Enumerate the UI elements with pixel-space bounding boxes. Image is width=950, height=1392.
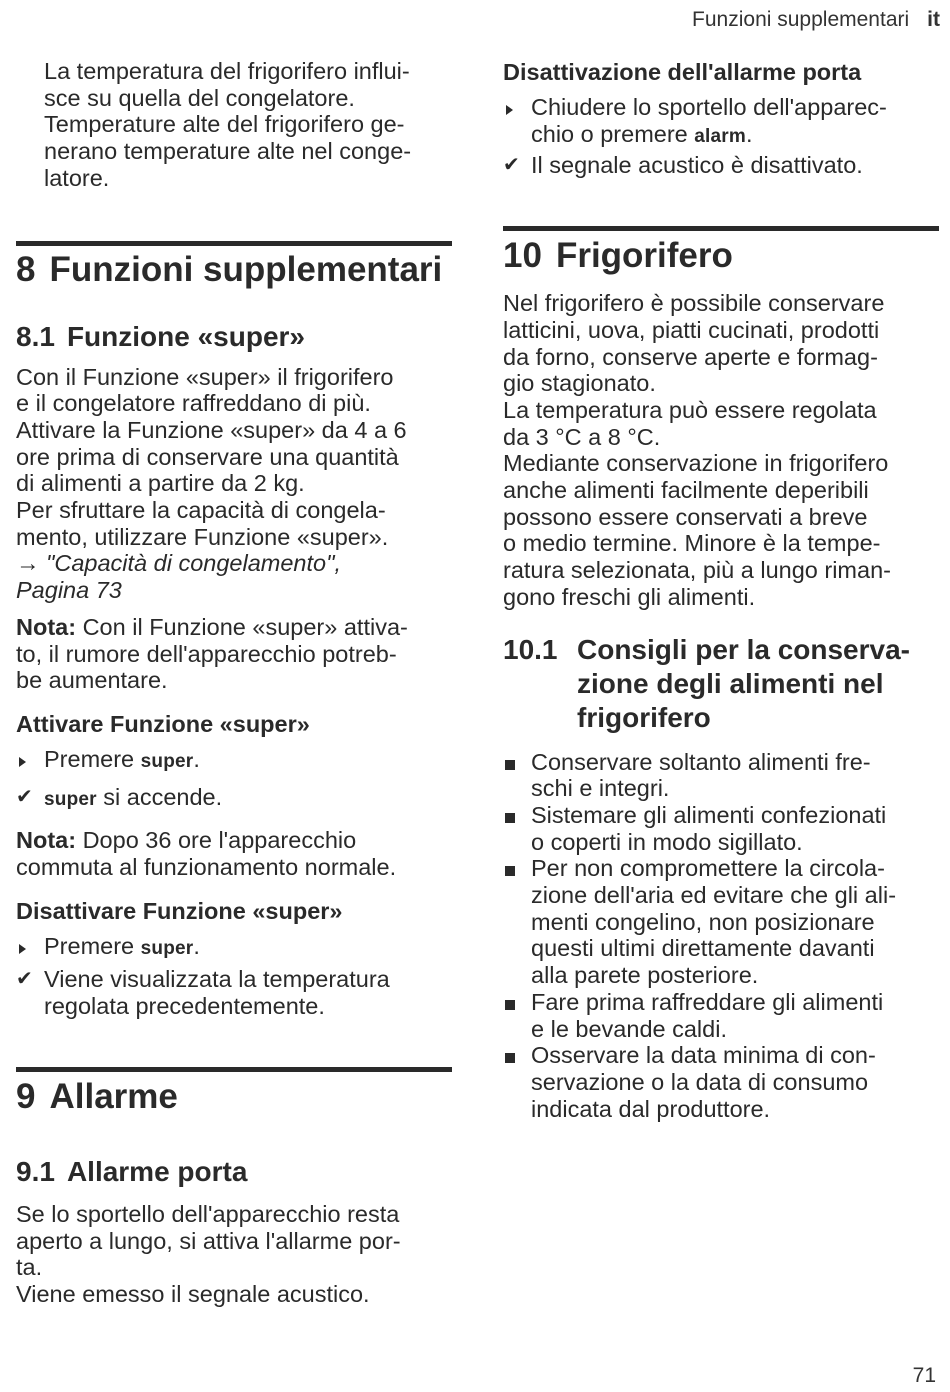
section-9-1-heading <box>16 1155 452 1189</box>
step-item <box>503 94 939 121</box>
section-rule <box>16 1067 452 1072</box>
note-noise <box>16 614 452 694</box>
section-8-1-heading <box>16 320 452 354</box>
running-header <box>692 8 940 32</box>
body-line: aperto a lungo, si attiva l'allarme por- <box>16 1227 401 1254</box>
body-line: ta. <box>16 1254 43 1281</box>
cross-reference-link[interactable]: → "Capacità di congelamento", <box>16 550 341 577</box>
note-text: commuta al funzionamento normale. <box>16 854 397 881</box>
body-line: da 3 °C a 8 °C. <box>503 423 661 450</box>
section-rule <box>16 241 452 246</box>
step-item: Premere super. <box>16 746 452 776</box>
body-line: Per sfruttare la capacità di congela- <box>16 497 386 524</box>
note-normal-mode <box>16 827 452 880</box>
body-line: e il congelatore raffreddano di più. <box>16 390 371 417</box>
list-item <box>503 855 939 989</box>
intro-line: latore. <box>44 164 110 191</box>
activate-super-heading: Attivare Funzione «super» <box>16 710 310 737</box>
body-line: La temperatura può essere regolata <box>503 396 877 423</box>
body-line: Mediante conservazione in frigorifero <box>503 450 889 477</box>
step-item-continued: chio o premere alarm. <box>531 120 753 147</box>
body-line: Se lo sportello dell'apparecchio resta <box>16 1200 400 1227</box>
body-line: Con il Funzione «super» il frigorifero <box>16 363 394 390</box>
section-rule <box>503 226 939 231</box>
section-8-heading <box>16 250 452 290</box>
list-item-line: questi ultimi direttamente davanti <box>531 935 875 962</box>
list-item <box>503 1042 939 1122</box>
subsection-number: 8.1 <box>16 320 55 352</box>
result-text: si accende. <box>103 783 223 810</box>
list-item-line: Fare prima raffreddare gli alimenti <box>531 988 884 1015</box>
list-item-line: Per non compromettere la circola- <box>531 855 885 882</box>
deactivate-steps <box>16 933 452 1020</box>
cross-reference-page[interactable]: Pagina 73 <box>16 577 122 604</box>
list-item-line: e le bevande caldi. <box>531 1015 727 1042</box>
section-number: 8 <box>16 249 36 289</box>
body-line: da forno, conserve aperte e formag- <box>503 343 878 370</box>
result-text: Il segnale acustico è disattivato. <box>531 152 863 179</box>
section-title: Funzioni supplementari <box>49 249 443 289</box>
subsection-title-line: Consigli per la conserva- <box>577 633 910 665</box>
checkmark-icon: ✔ <box>16 968 33 991</box>
right-column <box>503 58 939 1122</box>
list-item-line: schi e integri. <box>531 775 670 802</box>
body-line: Attivare la Funzione «super» da 4 a 6 <box>16 416 407 443</box>
list-item-line: Osservare la data minima di con- <box>531 1042 876 1069</box>
result-item <box>503 152 939 179</box>
square-bullet-icon <box>503 802 527 829</box>
result-text: regolata precedentemente. <box>44 993 325 1020</box>
intro-line: La temperatura del frigorifero influi- <box>44 58 410 84</box>
note-text: Dopo 36 ore l'apparecchio <box>82 827 357 854</box>
list-item-line: Conservare soltanto alimenti fre- <box>531 748 871 775</box>
note-text: Con il Funzione «super» attiva- <box>82 613 408 640</box>
list-item-line: menti congelino, non posizionare <box>531 908 875 935</box>
page-number: 71 <box>912 1364 936 1387</box>
result-item <box>16 966 452 993</box>
square-bullet-icon <box>503 855 527 882</box>
result-item <box>16 784 452 814</box>
step-text: Chiudere lo sportello dell'apparec- <box>531 94 887 120</box>
intro-line: nerano temperature alte nel conge- <box>44 138 412 165</box>
checkmark-icon: ✔ <box>16 785 33 808</box>
door-alarm-off-heading: Disattivazione dell'allarme porta <box>503 59 862 85</box>
step-item: Premere super. <box>16 933 452 963</box>
list-item-line: servazione o la data di consumo <box>531 1068 869 1095</box>
alarm-key-label: alarm <box>694 125 746 147</box>
square-bullet-icon <box>503 749 527 776</box>
body-line: gio stagionato. <box>503 370 656 397</box>
body-line: latticini, uova, piatti cucinati, prodotti <box>503 316 880 343</box>
fridge-body <box>503 290 939 610</box>
list-item-line: zione dell'aria ed evitare che gli ali- <box>531 882 897 909</box>
intro-line: sce su quella del congelatore. <box>44 84 355 111</box>
step-text: Premere <box>44 745 135 772</box>
intro-line: Temperature alte del frigorifero ge- <box>44 111 405 138</box>
result-item-continued <box>16 993 452 1020</box>
super-key-label: super <box>140 937 194 959</box>
section-9-heading <box>16 1077 452 1117</box>
section-number: 9 <box>16 1076 36 1116</box>
section-number: 10 <box>503 236 542 276</box>
list-item-line: Sistemare gli alimenti confezionati <box>531 801 887 828</box>
body-line: Nel frigorifero è possibile conservare <box>503 290 885 317</box>
subsection-title: Allarme porta <box>66 1155 248 1187</box>
door-alarm-body <box>16 1201 452 1308</box>
header-section: Funzioni supplementari <box>692 8 910 31</box>
checkmark-icon: ✔ <box>503 154 520 177</box>
list-item <box>503 989 939 1042</box>
result-text: Viene visualizzata la temperatura <box>44 966 390 993</box>
section-10-1-heading <box>503 633 939 735</box>
deactivate-super-heading: Disattivare Funzione «super» <box>16 897 343 924</box>
body-line: possono essere conservati a breve <box>503 503 868 530</box>
list-item-line: indicata dal produttore. <box>531 1095 771 1122</box>
list-item <box>503 802 939 855</box>
subsection-title-line: zione degli alimenti nel <box>577 667 884 699</box>
body-line: ratura selezionata, più a lungo riman- <box>503 557 891 584</box>
section-10-heading <box>503 236 939 276</box>
list-item <box>503 749 939 802</box>
step-arrow-icon <box>16 746 40 773</box>
subsection-number: 9.1 <box>16 1155 55 1187</box>
body-line: Viene emesso il segnale acustico. <box>16 1280 370 1307</box>
activate-steps <box>16 746 452 813</box>
note-label: Nota: <box>16 827 77 854</box>
step-text: chio o premere <box>531 120 688 147</box>
body-line: gono freschi gli alimenti. <box>503 583 756 610</box>
section-title: Allarme <box>49 1076 178 1116</box>
list-item-line: alla parete posteriore. <box>531 962 759 989</box>
step-arrow-icon <box>16 933 40 960</box>
step-arrow-icon <box>503 94 527 121</box>
super-key-label: super <box>44 788 97 810</box>
body-line: o medio termine. Minore è la tempe- <box>503 530 881 557</box>
step-text: Premere <box>44 932 135 959</box>
door-alarm-steps <box>503 94 939 179</box>
subsection-number: 10.1 <box>503 633 558 665</box>
super-key-label: super <box>140 750 194 772</box>
note-text: be aumentare. <box>16 667 168 694</box>
square-bullet-icon <box>503 989 527 1016</box>
square-bullet-icon <box>503 1042 527 1069</box>
super-body <box>16 364 452 604</box>
left-column <box>16 58 452 1308</box>
section-title: Frigorifero <box>555 236 733 276</box>
subsection-title: Funzione «super» <box>66 320 305 352</box>
list-item-line: o coperti in modo sigillato. <box>531 828 803 855</box>
body-line: ore prima di conservare una quantità <box>16 443 399 470</box>
header-language: it <box>927 8 940 31</box>
storage-tips-list <box>503 749 939 1123</box>
note-label: Nota: <box>16 613 77 640</box>
note-text: to, il rumore dell'apparecchio potreb- <box>16 640 397 667</box>
body-line: mento, utilizzare Funzione «super». <box>16 523 389 550</box>
body-line: di alimenti a partire da 2 kg. <box>16 470 305 497</box>
subsection-title-line: frigorifero <box>577 701 711 733</box>
body-line: anche alimenti facilmente deperibili <box>503 477 869 504</box>
intro-paragraph <box>16 58 452 192</box>
